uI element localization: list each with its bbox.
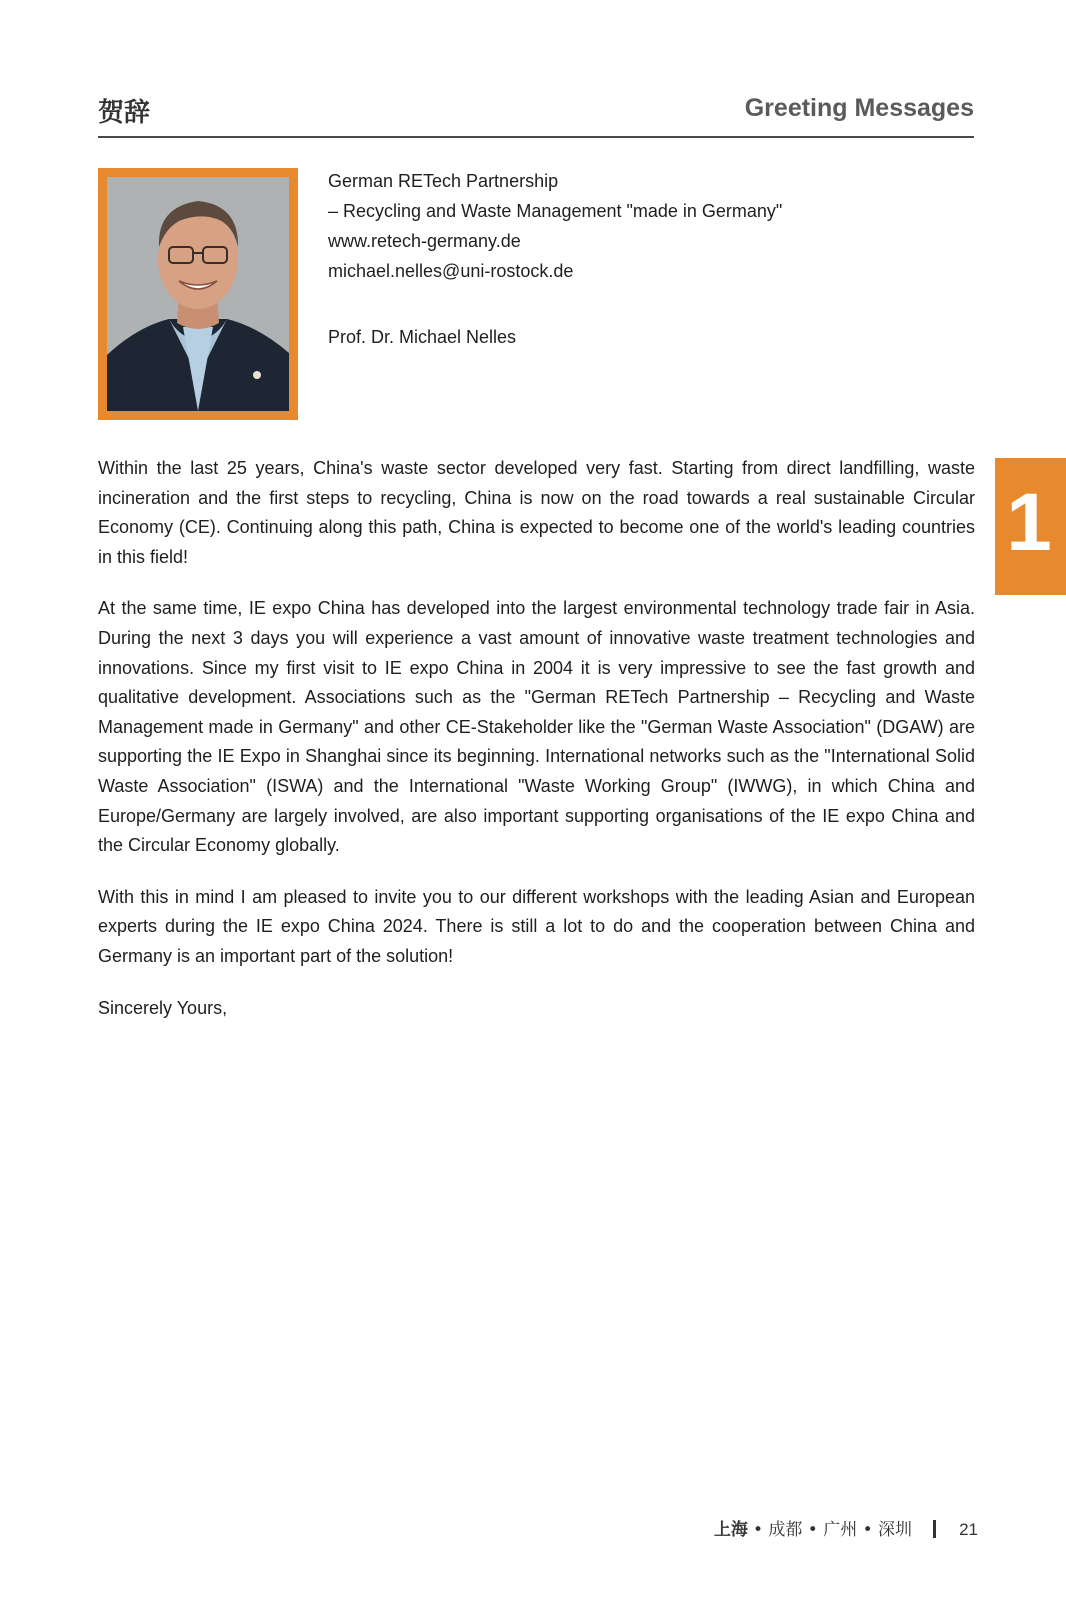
email-link[interactable]: michael.nelles@uni-rostock.de bbox=[328, 261, 574, 281]
footer-divider bbox=[933, 1520, 936, 1538]
page-footer bbox=[714, 1515, 978, 1540]
letter-body bbox=[98, 454, 975, 1045]
contact-block bbox=[328, 166, 782, 286]
footer-city-main: 上海 bbox=[713, 1520, 748, 1540]
section-tab bbox=[995, 458, 1066, 595]
closing: Sincerely Yours, bbox=[98, 997, 228, 1018]
header-title-english: Greeting Messages bbox=[744, 94, 974, 122]
page-header bbox=[98, 86, 974, 138]
organization-tagline: – Recycling and Waste Management "made in Germany" bbox=[328, 201, 783, 221]
paragraph: At the same time, IE expo China has developed into the largest environmental technology trade fair in Asia. During the next 3 days you will experience a vast amount of innovative waste treatment technologies and innovations. Since my first visit to IE expo China in 2004 it is very impressive to see the fast growth and qualitative development. Associations such as the "German RETech Partnership – Recycling and Waste Management made in Germany" and other CE-Stakeholder like the "German Waste Association" (DGAW) are supporting the IE Expo in Shanghai since its beginning. International networks such as the "International Solid Waste Association" (ISWA) and the International "Waste Working Group" (IWWG), in which China and Europe/Germany are largely involved, are also important supporting organisations of the IE expo China and the Circular Economy globally. bbox=[98, 598, 975, 856]
paragraph: Within the last 25 years, China's waste sector developed very fast. Starting from direct landfilling, waste incineration and the first steps to recycling, China is now on the road towards a real sustainable Circular Economy (CE). Continuing along this path, China is expected to become one of the world's leading countries in this field! bbox=[98, 458, 975, 567]
page-number: 21 bbox=[959, 1520, 978, 1539]
organization-name: German RETech Partnership bbox=[328, 171, 559, 191]
portrait-illustration bbox=[107, 177, 289, 411]
website-link[interactable]: www.retech-germany.de bbox=[328, 231, 521, 251]
paragraph: With this in mind I am pleased to invite you to our different workshops with the leading Asian and European experts during the IE expo China 2024. There is still a lot to do and the cooperation between China and Germany is an important part of the solution! bbox=[98, 886, 975, 966]
portrait-frame bbox=[98, 168, 298, 420]
section-number: 1 bbox=[1006, 477, 1052, 568]
author-name: Prof. Dr. Michael Nelles bbox=[328, 327, 517, 347]
header-title-chinese: 贺辞 bbox=[98, 98, 151, 128]
footer-cities: • 成都 • 广州 • 深圳 bbox=[752, 1520, 913, 1540]
portrait-photo bbox=[107, 177, 289, 411]
